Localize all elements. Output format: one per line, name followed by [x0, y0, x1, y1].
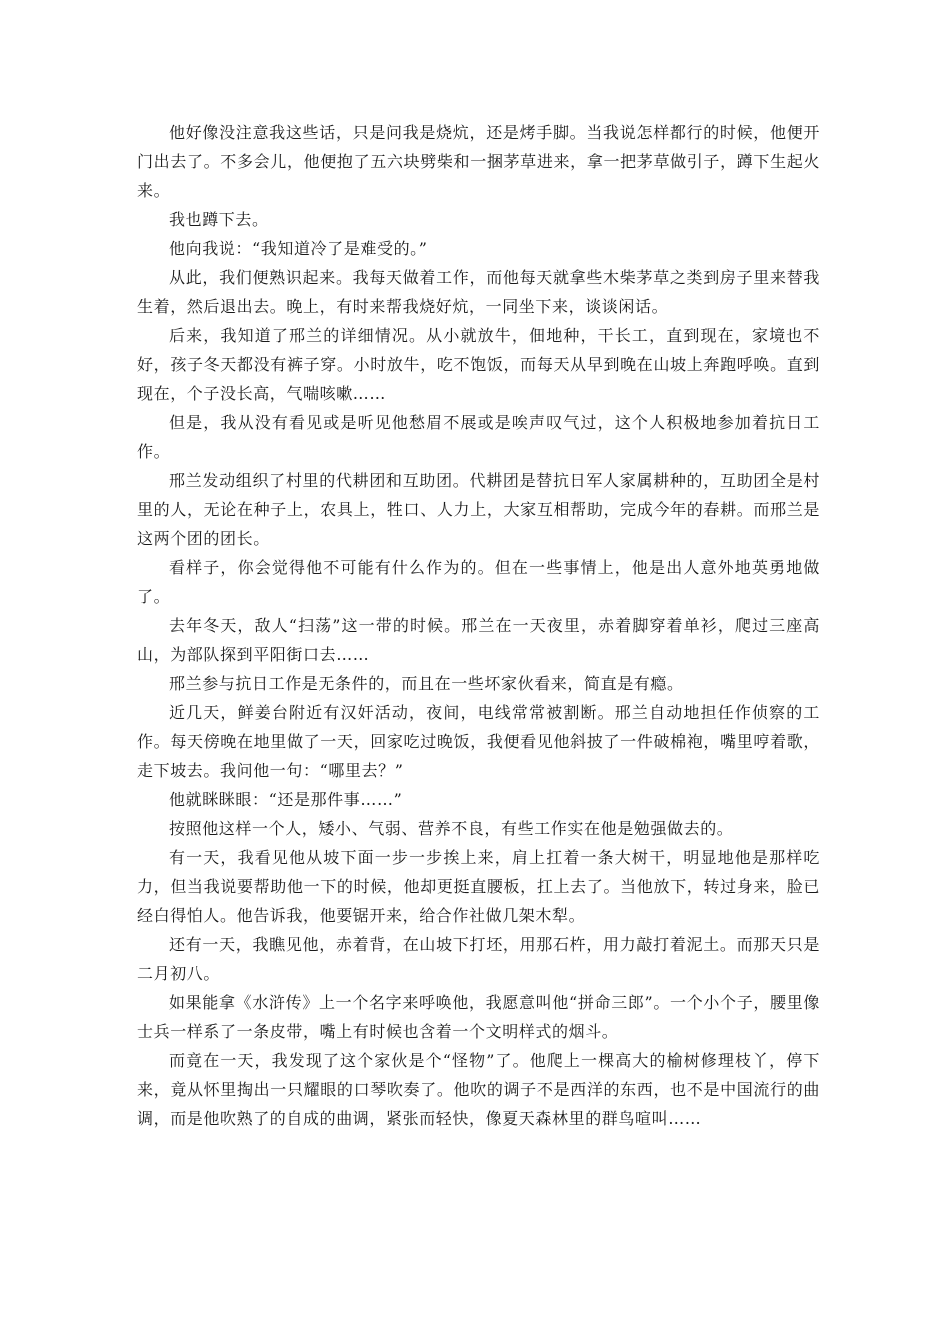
paragraph: 有一天，我看见他从坡下面一步一步挨上来，肩上扛着一条大树干，明显地他是那样吃力，但当我说要帮助他一下的时候，他却更挺直腰板，扛上去了。当他放下，转过身来，脸已经白得怕人。他告诉我，他要锯开来，给合作社做几架木犁。 [137, 848, 820, 925]
paragraph: 从此，我们便熟识起来。我每天做着工作，而他每天就拿些木柴茅草之类到房子里来替我生着，然后退出去。晚上，有时来帮我烧好炕，一同坐下来，谈谈闲话。 [137, 268, 820, 316]
paragraph: 按照他这样一个人，矮小、气弱、营养不良，有些工作实在他是勉强做去的。 [169, 819, 734, 838]
paragraph: 还有一天，我瞧见他，赤着背，在山坡下打坯，用那石杵，用力敲打着泥土。而那天只是二月初八。 [137, 935, 820, 983]
paragraph: 邢兰参与抗日工作是无条件的，而且在一些坏家伙看来，简直是有瘾。 [169, 674, 684, 693]
paragraph: 他就眯眯眼：“还是那件事……” [169, 790, 403, 809]
paragraph: 看样子，你会觉得他不可能有什么作为的。但在一些事情上，他是出人意外地英勇地做了。 [137, 558, 820, 606]
paragraph: 去年冬天，敌人“扫荡”这一带的时候。邢兰在一天夜里，赤着脚穿着单衫，爬过三座高山，为部队探到平阳街口去…… [137, 616, 820, 664]
document-body [137, 118, 820, 1133]
paragraph: 近几天，鲜姜台附近有汉奸活动，夜间，电线常常被割断。邢兰自动地担任作侦察的工作。每天傍晚在地里做了一天，回家吃过晚饭，我便看见他斜披了一件破棉袍，嘴里哼着歌，走下坡去。我问他一句：“哪里去？” [137, 703, 820, 780]
paragraph: 而竟在一天，我发现了这个家伙是个“怪物”了。他爬上一棵高大的榆树修理枝丫，停下来，竟从怀里掏出一只耀眼的口琴吹奏了。他吹的调子不是西洋的东西，也不是中国流行的曲调，而是他吹熟了的自成的曲调，紧张而轻快，像夏天森林里的群鸟喧叫…… [137, 1051, 820, 1128]
paragraph: 他向我说：“我知道冷了是难受的。” [169, 239, 428, 258]
paragraph: 我也蹲下去。 [169, 210, 269, 229]
paragraph: 如果能拿《水浒传》上一个名字来呼唤他，我愿意叫他“拼命三郎”。一个小个子，腰里像士兵一样系了一条皮带，嘴上有时候也含着一个文明样式的烟斗。 [137, 993, 820, 1041]
paragraph: 但是，我从没有看见或是听见他愁眉不展或是唉声叹气过，这个人积极地参加着抗日工作。 [137, 413, 820, 461]
paragraph: 后来，我知道了邢兰的详细情况。从小就放牛，佃地种，干长工，直到现在，家境也不好，孩子冬天都没有裤子穿。小时放牛，吃不饱饭，而每天从早到晚在山坡上奔跑呼唤。直到现在，个子没长高，气喘咳嗽…… [137, 326, 820, 403]
paragraph: 他好像没注意我这些话，只是问我是烧炕，还是烤手脚。当我说怎样都行的时候，他便开门出去了。不多会儿，他便抱了五六块劈柴和一捆茅草进来，拿一把茅草做引子，蹲下生起火来。 [137, 123, 820, 200]
paragraph: 邢兰发动组织了村里的代耕团和互助团。代耕团是替抗日军人家属耕种的，互助团全是村里的人，无论在种子上，农具上，牲口、人力上，大家互相帮助，完成今年的春耕。而邢兰是这两个团的团长。 [137, 471, 820, 548]
